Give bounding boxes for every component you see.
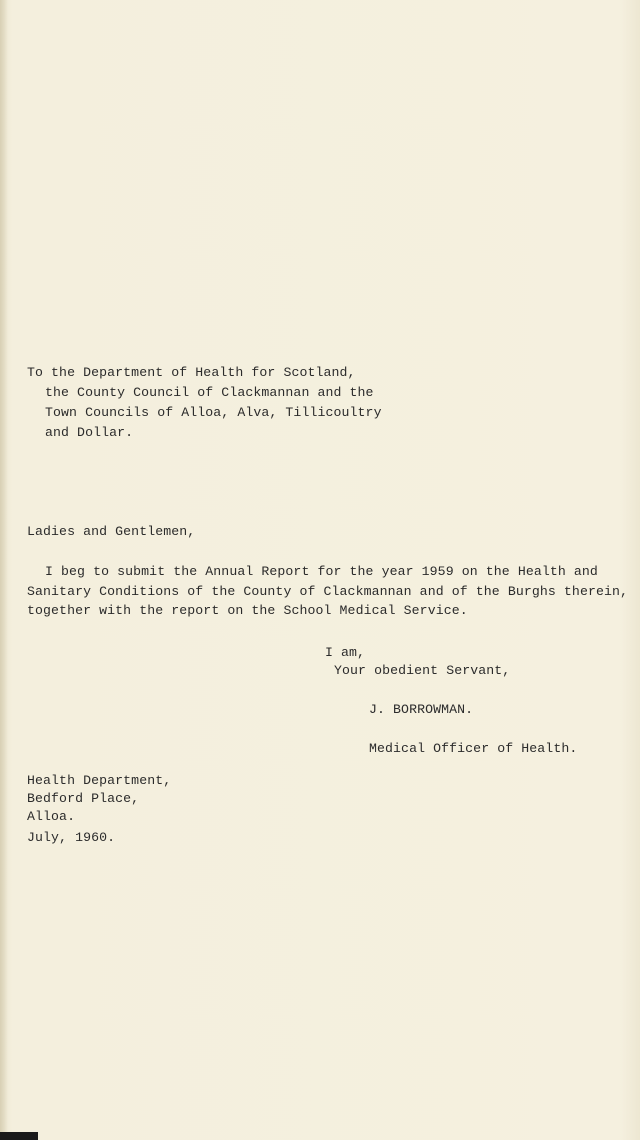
body-line: Sanitary Conditions of the County of Clackmannan and of the Burghs therein, xyxy=(27,584,629,599)
letter-date: July, 1960. xyxy=(27,830,116,845)
sender-address-line: Alloa. xyxy=(27,809,76,824)
corner-mark xyxy=(0,1132,38,1140)
closing-line: I am, xyxy=(325,645,366,660)
addressee-line: Town Councils of Alloa, Alva, Tillicoultry xyxy=(45,405,382,420)
body-line: together with the report on the School Medical Service. xyxy=(27,603,468,618)
signatory-title: Medical Officer of Health. xyxy=(369,741,578,756)
closing-line: Your obedient Servant, xyxy=(334,663,511,678)
addressee-line: and Dollar. xyxy=(45,425,134,440)
addressee-line: the County Council of Clackmannan and the xyxy=(45,385,374,400)
addressee-line: To the Department of Health for Scotland, xyxy=(27,365,356,380)
sender-address-line: Bedford Place, xyxy=(27,791,140,806)
signature: J. BORROWMAN. xyxy=(369,702,474,717)
body-line: I beg to submit the Annual Report for the year 1959 on the Health and xyxy=(45,564,598,579)
sender-address-line: Health Department, xyxy=(27,773,172,788)
salutation: Ladies and Gentlemen, xyxy=(27,524,196,539)
binding-shadow xyxy=(0,0,8,1140)
